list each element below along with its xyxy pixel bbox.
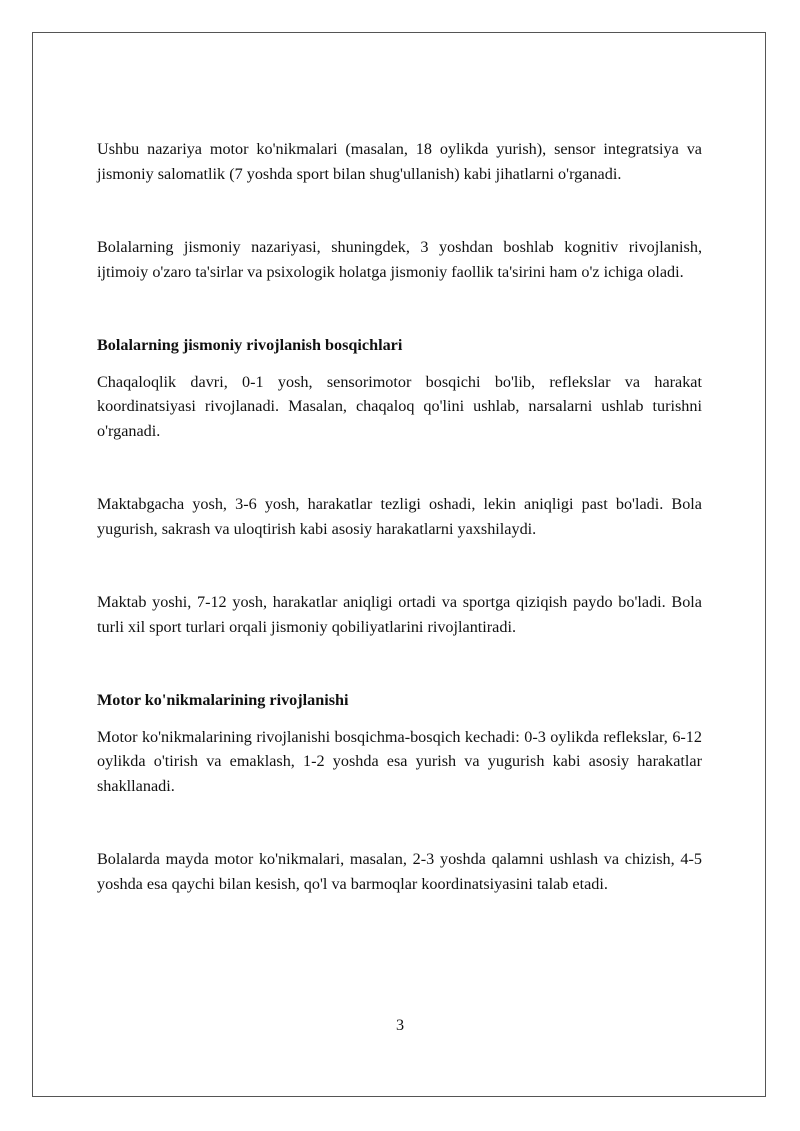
section1-paragraph-3: Maktab yoshi, 7-12 yosh, harakatlar aniqligi ortadi va sportga qiziqish paydo bo'ladi. Bola turli xil sport turlari orqali jismoniy qobiliyatlarini rivojlantiradi. [97, 593, 702, 636]
page-number: 3 [395, 1016, 405, 1034]
intro-paragraph-1: Ushbu nazariya motor ko'nikmalari (masalan, 18 oylikda yurish), sensor integratsiya va jismoniy salomatlik (7 yoshda sport bilan shug'ullanish) kabi jihatlarni o'rganadi. [97, 140, 702, 183]
section2-paragraph-1: Motor ko'nikmalarining rivojlanishi bosqichma-bosqich kechadi: 0-3 oylikda reflekslar, 6-12 oylikda o'tirish va emaklash, 1-2 yoshda esa yurish va yugurish kabi asosiy harakatlar shakllanadi. [97, 727, 702, 795]
section1-paragraph-2: Maktabgacha yosh, 3-6 yosh, harakatlar tezligi oshadi, lekin aniqligi past bo'ladi. Bola yugurish, sakrash va uloqtirish kabi asosiy harakatlarni yaxshilaydi. [97, 495, 702, 538]
section1-paragraph-1: Chaqaloqlik davri, 0-1 yosh, sensorimotor bosqichi bo'lib, reflekslar va harakat koordinatsiyasi rivojlanadi. Masalan, chaqaloq qo'lini ushlab, narsalarni ushlab turishni o'rganadi. [97, 372, 702, 440]
section-heading-motor-skills: Motor ko'nikmalarining rivojlanishi [97, 691, 349, 709]
document-body [97, 137, 702, 896]
intro-paragraph-2: Bolalarning jismoniy nazariyasi, shuningdek, 3 yoshdan boshlab kognitiv rivojlanish, ijtimoiy o'zaro ta'sirlar va psixologik holatga jismoniy faollik ta'sirini ham o'z ichiga oladi. [97, 238, 702, 281]
section-heading-physical-development-stages: Bolalarning jismoniy rivojlanish bosqichlari [97, 336, 403, 354]
section2-paragraph-2: Bolalarda mayda motor ko'nikmalari, masalan, 2-3 yoshda qalamni ushlash va chizish, 4-5 yoshda esa qaychi bilan kesish, qo'l va barmoqlar koordinatsiyasini talab etadi. [97, 850, 702, 893]
